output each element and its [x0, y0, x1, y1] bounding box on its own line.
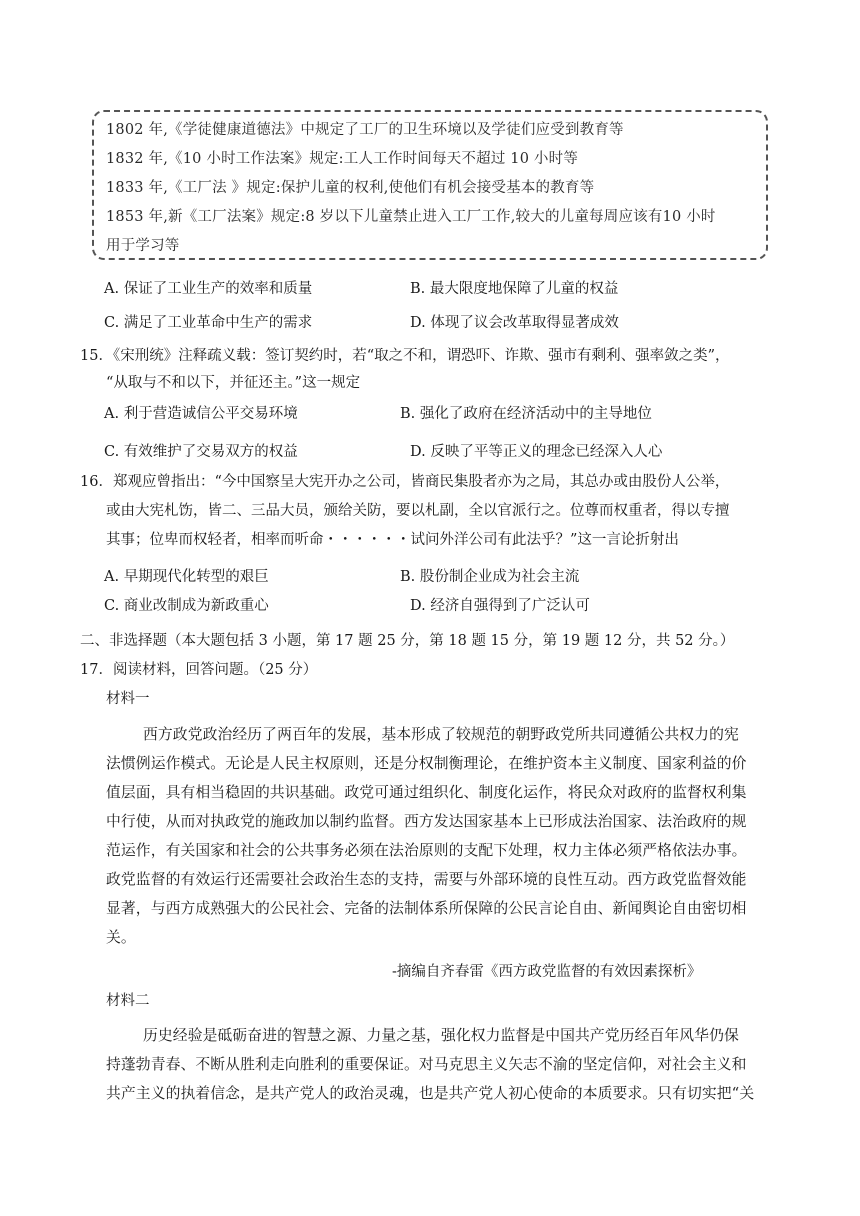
q15-stem-line-1: 15．《宋刑统》注释疏义载：签订契约时，若“取之不和，谓恐吓、诈欺、强市有剩利、强率敛之类”，	[80, 348, 730, 364]
material-1-line: 显著，与西方成熟强大的公民社会、完备的法制体系所保障的公民言论自由、新闻舆论自由密切相	[106, 900, 747, 917]
q15-option-a: A. 利于营造诚信公平交易环境	[104, 406, 298, 422]
box-line-1: 1802 年,《学徒健康道德法》中规定了工厂的卫生环境以及学徒们应受到教育等	[106, 122, 624, 138]
q16-stem-line-3: 其事；位卑而权轻者，相率而听命・・・・・・试问外洋公司有此法乎？”这一言论折射出	[106, 532, 679, 548]
material-1-line: 值层面，具有相当稳固的共识基础。政党可通过组织化、制度化运作，将民众对政府的监督权利集	[106, 784, 747, 801]
box-line-4: 1853 年,新《工厂法案》规定:8 岁以下儿童禁止进入工厂工作,较大的儿童每周应该有10 小时	[106, 209, 716, 225]
material-1-line: 法惯例运作模式。无论是人民主权原则，还是分权制衡理论，在维护资本主义制度、国家利益的价	[106, 755, 747, 772]
material-1-label: 材料一	[106, 691, 150, 707]
q16-option-b: B. 股份制企业成为社会主流	[400, 569, 580, 585]
q15-option-c: C. 有效维护了交易双方的权益	[104, 444, 298, 460]
material-1-line: 政党监督的有效运行还需要社会政治生态的支持，需要与外部环境的良性互动。西方政党监督效能	[106, 871, 747, 888]
q15-option-d: D. 反映了平等正义的理念已经深入人心	[410, 444, 663, 460]
material-1-line: 关。	[106, 929, 136, 946]
q16-stem-line-1: 16．郑观应曾指出：“今中国察呈大宪开办之公司，皆商民集股者亦为之局，其总办或由股份人公举，	[80, 474, 730, 490]
q16-option-a: A. 早期现代化转型的艰巨	[104, 569, 269, 585]
material-1-line: 中行使，从而对执政党的施政加以制约监督。西方发达国家基本上已形成法治国家、法治政府的规	[106, 813, 747, 830]
material-2-line: 共产主义的执着信念，是共产党人的政治灵魂，也是共产党人初心使命的本质要求。只有切实把“关	[106, 1085, 755, 1102]
q16-stem-line-2: 或由大宪札饬，皆二、三品大员，颁给关防，要以札副，全以官派行之。位尊而权重者，得以专擅	[106, 503, 730, 519]
q15-stem-line-2: “从取与不和以下，并征还主。”这一规定	[106, 375, 361, 391]
q14-option-a: A. 保证了工业生产的效率和质量	[104, 281, 313, 297]
material-2-line: 持蓬勃青春、不断从胜利走向胜利的重要保证。对马克思主义矢志不渝的坚定信仰，对社会主义和	[106, 1056, 747, 1073]
q16-option-c: C. 商业改制成为新政重心	[104, 598, 269, 614]
q14-option-c: C. 满足了工业革命中生产的需求	[104, 315, 313, 331]
box-line-2: 1832 年,《10 小时工作法案》规定:工人工作时间每天不超过 10 小时等	[106, 151, 579, 167]
material-1-line: 范运作，有关国家和社会的公共事务必须在法治原则的支配下处理，权力主体必须严格依法办事。	[106, 842, 747, 859]
material-2-label: 材料二	[106, 993, 150, 1009]
material-1-source: -摘编自齐春雷《西方政党监督的有效因素探析》	[392, 964, 702, 980]
q15-option-b: B. 强化了政府在经济活动中的主导地位	[400, 406, 652, 422]
q14-option-d: D. 体现了议会改革取得显著成效	[410, 315, 619, 331]
material-1-line: 西方政党政治经历了两百年的发展，基本形成了较规范的朝野政党所共同遵循公共权力的宪	[143, 726, 739, 743]
box-line-5: 用于学习等	[106, 238, 180, 254]
box-line-3: 1833 年,《工厂法 》规定:保护儿童的权利,使他们有机会接受基本的教育等	[106, 180, 595, 196]
q14-option-b: B. 最大限度地保障了儿童的权益	[410, 281, 619, 297]
material-2-line: 历史经验是砥砺奋进的智慧之源、力量之基，强化权力监督是中国共产党历经百年风华仍保	[143, 1027, 739, 1044]
q17-title: 17．阅读材料，回答问题。（25 分）	[80, 662, 318, 678]
section-heading: 二、非选择题（本大题包括 3 小题，第 17 题 25 分，第 18 题 15 分，第 19 题 12 分，共 52 分。）	[80, 633, 735, 649]
q16-option-d: D. 经济自强得到了广泛认可	[410, 598, 590, 614]
